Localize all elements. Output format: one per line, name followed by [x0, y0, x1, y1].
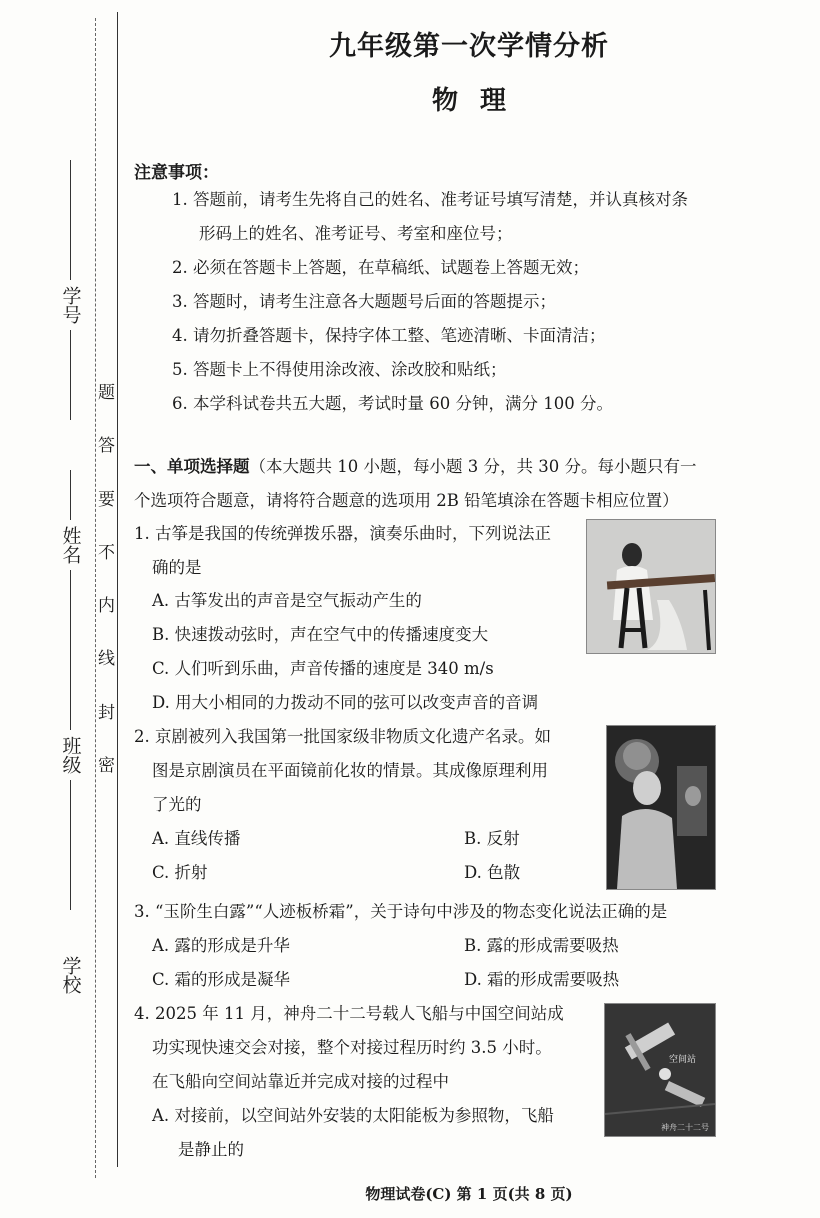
- seal-char: 封: [98, 702, 115, 723]
- question-stem: 功实现快速交会对接，整个对接过程历时约 3.5 小时。: [152, 1038, 552, 1057]
- option-a[interactable]: A. 对接前，以空间站外安装的太阳能板为参照物，飞船: [152, 1106, 554, 1125]
- page-footer: 物理试卷(C) 第 1 页(共 8 页): [365, 1185, 573, 1203]
- notice-item: 1. 答题前，请考生先将自己的姓名、准考证号填写清楚，并认真核对条: [172, 190, 688, 209]
- name-field[interactable]: [55, 470, 85, 690]
- section-title: 一、单项选择题: [134, 457, 250, 476]
- option-c[interactable]: C. 人们听到乐曲，声音传播的速度是 340 m/s: [152, 659, 494, 678]
- school-label: 学校: [59, 956, 82, 994]
- option-a[interactable]: A. 直线传播: [152, 829, 241, 848]
- guzheng-photo: [586, 519, 716, 654]
- photo-caption: 空间站: [669, 1055, 697, 1065]
- seal-char: 题: [98, 383, 115, 403]
- subject-title: 物理: [431, 86, 528, 116]
- section-desc: （本大题共 10 小题，每小题 3 分，共 30 分。每小题只有一: [249, 457, 697, 476]
- notice-item: 6. 本学科试卷共五大题，考试时量 60 分钟，满分 100 分。: [172, 394, 613, 413]
- space-station-photo: [604, 1003, 716, 1137]
- question-stem: 3. “玉阶生白露”“人迹板桥霜”，关于诗句中涉及的物态变化说法正确的是: [134, 902, 668, 921]
- question-3: [134, 895, 667, 929]
- seal-char: 不: [98, 542, 115, 563]
- option-b[interactable]: B. 露的形成需要吸热: [464, 936, 619, 955]
- option-a-continued: 是静止的: [178, 1140, 244, 1159]
- photo-caption: 神舟二十二号: [661, 1123, 709, 1132]
- notice-item: 5. 答题卡上不得使用涂改液、涂改胶和贴纸；: [172, 360, 507, 379]
- student-id-field[interactable]: [55, 160, 85, 420]
- question-stem: 了光的: [152, 795, 202, 814]
- notice-item: 2. 必须在答题卡上答题，在草稿纸、试题卷上答题无效；: [172, 258, 589, 277]
- question-stem: 确的是: [152, 558, 202, 577]
- question-stem: 图是京剧演员在平面镜前化妆的情景。其成像原理利用: [152, 761, 548, 780]
- question-stem: 4. 2025 年 11 月，神舟二十二号载人飞船与中国空间站成: [134, 1004, 564, 1023]
- notice-item: 4. 请勿折叠答题卡，保持字体工整、笔迹清晰、卡面清洁；: [172, 326, 606, 345]
- option-b[interactable]: B. 快速拨动弦时，声在空气中的传播速度变大: [152, 625, 489, 644]
- name-label: 姓名: [59, 526, 82, 564]
- option-d[interactable]: D. 色散: [464, 863, 521, 882]
- notice-item: 形码上的姓名、准考证号、考室和座位号；: [199, 224, 513, 243]
- option-c[interactable]: C. 霜的形成是凝华: [152, 970, 291, 989]
- binding-margin: [0, 0, 118, 1218]
- seal-char: 要: [98, 489, 115, 510]
- option-a[interactable]: A. 露的形成是升华: [152, 936, 290, 955]
- margin-border-line: [117, 12, 118, 1167]
- peking-opera-photo: [606, 725, 716, 890]
- question-4: [134, 997, 564, 1099]
- option-d[interactable]: D. 用大小相同的力拨动不同的弦可以改变声音的音调: [152, 693, 539, 712]
- question-stem: 在飞船向空间站靠近并完成对接的过程中: [152, 1072, 449, 1091]
- question-stem: 1. 古筝是我国的传统弹拨乐器，演奏乐曲时，下列说法正: [134, 524, 551, 543]
- seal-char: 密: [98, 755, 115, 776]
- section-heading: [134, 450, 724, 518]
- notice-item: 3. 答题时，请考生注意各大题题号后面的答题提示；: [172, 292, 556, 311]
- option-c[interactable]: C. 折射: [152, 863, 208, 882]
- exam-title: 九年级第一次学情分析: [329, 31, 609, 62]
- notice-list: [172, 183, 727, 421]
- option-b[interactable]: B. 反射: [464, 829, 520, 848]
- seal-char: 答: [98, 436, 115, 457]
- question-stem: 2. 京剧被列入我国第一批国家级非物质文化遗产名录。如: [134, 727, 551, 746]
- class-field[interactable]: [55, 690, 85, 910]
- option-d[interactable]: D. 霜的形成需要吸热: [464, 970, 620, 989]
- section-desc: 个选项符合题意，请将符合题意的选项用 2B 铅笔填涂在答题卡相应位置）: [134, 491, 679, 510]
- option-a[interactable]: A. 古筝发出的声音是空气振动产生的: [152, 591, 422, 610]
- seal-warning: [96, 385, 117, 775]
- notice-heading: 注意事项：: [134, 163, 219, 183]
- student-id-label: 学号: [59, 286, 82, 324]
- question-2: [134, 720, 551, 822]
- question-1: [134, 517, 551, 585]
- class-label: 班级: [59, 736, 82, 774]
- school-field[interactable]: [55, 950, 85, 1000]
- seal-char: 线: [98, 649, 115, 670]
- seal-char: 内: [98, 596, 115, 617]
